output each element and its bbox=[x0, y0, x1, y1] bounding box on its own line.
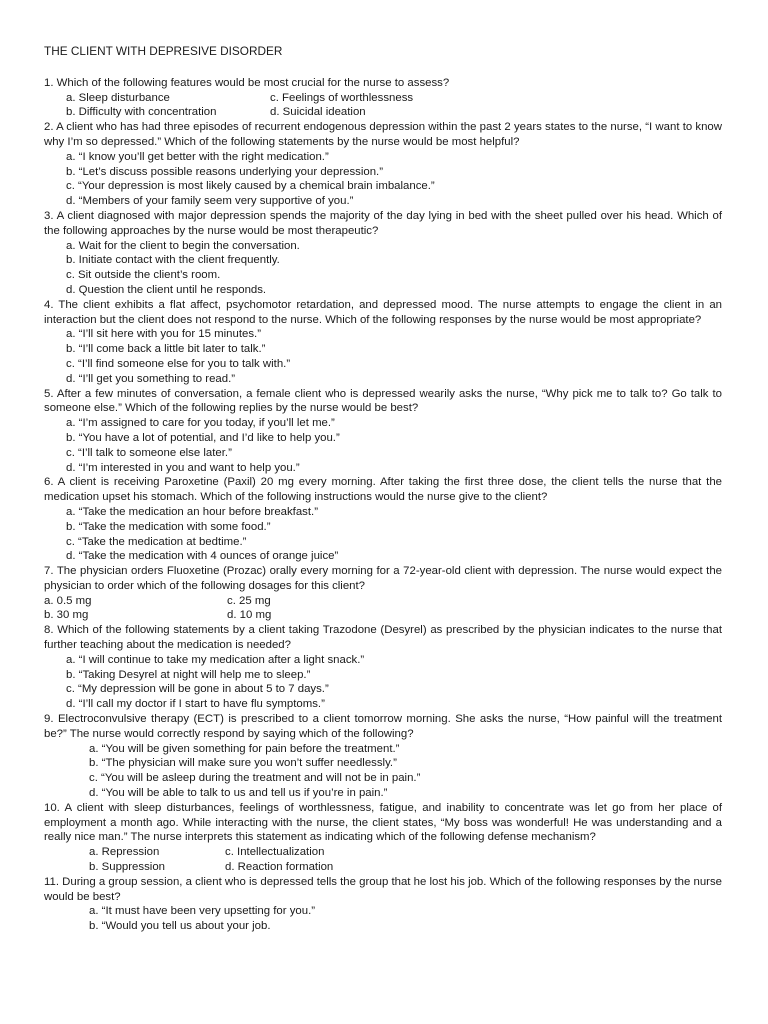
question-5-option-c: c. “I’ll talk to someone else later.” bbox=[66, 446, 232, 459]
question-4-stem: 4. The client exhibits a flat affect, psychomotor retardation, and depressed mood. The nurse attempts to engage the client in an interaction but the client does not respond to the nurse. Which of the following responses by the nurse would be most appropriate? bbox=[44, 298, 722, 326]
question-6-option-d: d. “Take the medication with 4 ounces of orange juice” bbox=[66, 550, 339, 563]
question-9-stem: 9. Electroconvulsive therapy (ECT) is prescribed to a client tomorrow morning. She asks the nurse, “How painful will the treatment be?” The nurse would correctly respond by saying which of the following? bbox=[44, 713, 722, 740]
question-8-stem: 8. Which of the following statements by a client taking Trazodone (Desyrel) as prescribed by the physician indicates to the nurse that further teaching about the medication is needed? bbox=[44, 624, 722, 652]
question-11-option-b: b. “Would you tell us about your job. bbox=[89, 920, 271, 933]
document-title: THE CLIENT WITH DEPRESIVE DISORDER bbox=[44, 44, 283, 58]
question-10-option-a: a. Repression bbox=[89, 846, 160, 859]
question-6-stem: 6. A client is receiving Paroxetine (Paxil) 20 mg every morning. After taking the first three dose, the client tells the nurse that the medication upset his stomach. Which of the following instructions would the nurse give to the client? bbox=[44, 476, 722, 504]
question-5-option-d: d. “I’m interested in you and want to help you.” bbox=[66, 461, 300, 474]
question-6-option-b: b. “Take the medication with some food.” bbox=[66, 520, 271, 533]
question-8-option-d: d. “I’ll call my doctor if I start to have flu symptoms.” bbox=[66, 698, 325, 711]
question-10-option-b: b. Suppression bbox=[89, 861, 165, 874]
question-10-option-d: d. Reaction formation bbox=[225, 861, 334, 874]
question-10-option-c: c. Intellectualization bbox=[225, 846, 325, 859]
question-4-option-a: a. “I’ll sit here with you for 15 minutes.” bbox=[66, 328, 261, 341]
question-1-row-2 bbox=[44, 105, 722, 120]
question-1-option-d: d. Suicidal ideation bbox=[270, 106, 366, 119]
question-2-option-c: c. “Your depression is most likely caused by a chemical brain imbalance.” bbox=[66, 180, 435, 193]
question-10-stem: 10. A client with sleep disturbances, feelings of worthlessness, fatigue, and inability to concentrate was let go from her place of employment a month ago. While interacting with the nurse, the client states, “My boss was wonderful! He was understanding and a really nice man.” The nurse interprets this statement as indicating which of the following defense mechanism? bbox=[44, 801, 722, 844]
question-3-option-a: a. Wait for the client to begin the conversation. bbox=[66, 239, 300, 252]
question-11-option-a: a. “It must have been very upsetting for you.” bbox=[89, 905, 316, 918]
question-10-row-2 bbox=[44, 860, 722, 875]
question-1-option-b: b. Difficulty with concentration bbox=[66, 106, 217, 119]
question-3-option-b: b. Initiate contact with the client frequently. bbox=[66, 254, 280, 267]
document-page bbox=[44, 44, 722, 934]
question-7-option-d: d. 10 mg bbox=[227, 609, 272, 622]
question-4-option-c: c. “I’ll find someone else for you to talk with.” bbox=[66, 357, 291, 370]
question-9-option-c: c. “You will be asleep during the treatment and will not be in pain.” bbox=[89, 772, 421, 785]
question-3-option-c: c. Sit outside the client’s room. bbox=[66, 269, 221, 282]
question-8-option-a: a. “I will continue to take my medication after a light snack.” bbox=[66, 653, 365, 666]
question-6-option-a: a. “Take the medication an hour before breakfast.” bbox=[66, 505, 319, 518]
question-7-stem: 7. The physician orders Fluoxetine (Prozac) orally every morning for a 72-year-old client with depression. The nurse would expect the physician to order which of the following dosages for this client? bbox=[44, 565, 722, 592]
question-5-option-b: b. “You have a lot of potential, and I’d like to help you.” bbox=[66, 431, 340, 444]
question-9-option-d: d. “You will be able to talk to us and tell us if you’re in pain.” bbox=[89, 787, 388, 800]
question-1-row-1 bbox=[44, 91, 722, 106]
question-3-option-d: d. Question the client until he responds. bbox=[66, 283, 267, 296]
question-5-option-a: a. “I’m assigned to care for you today, if you’ll let me.” bbox=[66, 417, 335, 430]
question-3-stem: 3. A client diagnosed with major depression spends the majority of the day lying in bed with the sheet pulled over his head. Which of the following approaches by the nurse would be most therapeutic? bbox=[44, 209, 722, 237]
question-7-option-b: b. 30 mg bbox=[44, 609, 89, 622]
question-2-option-d: d. “Members of your family seem very supportive of you.” bbox=[66, 195, 354, 208]
question-2-stem: 2. A client who has had three episodes of recurrent endogenous depression within the past 2 years states to the nurse, “I want to know why I’m so depressed.” Which of the following statements by the nurse would be most helpful? bbox=[44, 121, 722, 148]
question-7-row-2 bbox=[44, 608, 722, 623]
question-8-option-b: b. “Taking Desyrel at night will help me to sleep.” bbox=[66, 668, 311, 681]
question-2-option-b: b. “Let’s discuss possible reasons underlying your depression.” bbox=[66, 165, 383, 178]
question-5-stem: 5. After a few minutes of conversation, a female client who is depressed wearily asks the nurse, “Why pick me to talk to? Go talk to someone else.” Which of the following replies by the nurse would be best? bbox=[44, 387, 722, 415]
question-4-option-b: b. “I’ll come back a little bit later to talk.” bbox=[66, 343, 266, 356]
question-4-option-d: d. “I’ll get you something to read.” bbox=[66, 372, 236, 385]
question-1-stem: 1. Which of the following features would be most crucial for the nurse to assess? bbox=[44, 76, 450, 89]
question-9-option-a: a. “You will be given something for pain before the treatment.” bbox=[89, 742, 400, 755]
question-11-stem: 11. During a group session, a client who is depressed tells the group that he lost his job. Which of the following responses by the nurse would be best? bbox=[44, 875, 722, 903]
question-1-option-a: a. Sleep disturbance bbox=[66, 91, 170, 104]
question-1-option-c: c. Feelings of worthlessness bbox=[270, 91, 414, 104]
question-10-row-1 bbox=[44, 845, 722, 860]
question-7-option-a: a. 0.5 mg bbox=[44, 594, 92, 607]
question-6-option-c: c. “Take the medication at bedtime.” bbox=[66, 535, 247, 548]
question-7-row-1 bbox=[44, 594, 722, 609]
question-2-option-a: a. “I know you’ll get better with the right medication.” bbox=[66, 150, 329, 163]
question-9-option-b: b. “The physician will make sure you won’t suffer needlessly.” bbox=[89, 757, 397, 770]
question-8-option-c: c. “My depression will be gone in about 5 to 7 days.” bbox=[66, 683, 329, 696]
question-7-option-c: c. 25 mg bbox=[227, 594, 271, 607]
